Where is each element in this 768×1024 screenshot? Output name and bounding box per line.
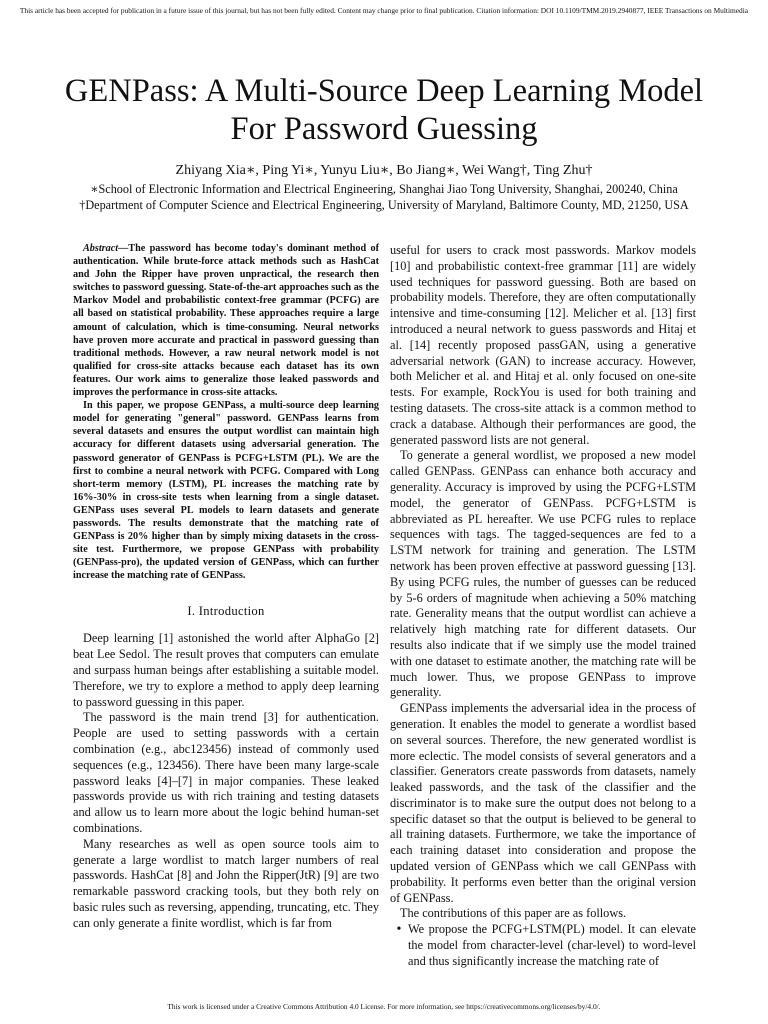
intro-paragraph-3: Many researches as well as open source tools aim to generate a large wordlist to match larger numbers of real passwords. HashCat [8] and John the Ripper(JtR) [9] are two remarkable password cracking tools, but they both rely on basic rules such as reversing, appending, truncating, etc. They can only generate a finite wordlist, which is far from (73, 836, 379, 930)
license-footer: This work is licensed under a Creative Commons Attribution 4.0 License. For more information, see https://creativecommons.org/licenses/by/4.0/. (167, 1002, 601, 1011)
right-paragraph-4: The contributions of this paper are as follows. (400, 906, 627, 921)
paper-title (0, 72, 768, 148)
intro-paragraph-1: Deep learning [1] astonished the world after AlphaGo [2] beat Lee Sedol. The result proves that computers can emulate and surpass human beings after establishing a suitable model. Therefore, we try to explore a method to apply deep learning to password guessing in this paper. (73, 631, 379, 709)
title-line-1: GENPass: A Multi-Source Deep Learning Model (64, 73, 704, 109)
abstract-paragraph-1: Abstract—The password has become today's dominant method of authentication. While brute-force attack methods such as HashCat and John the Ripper have proven unpractical, the research then switches to password guessing. State-of-the-art approaches such as the Markov Model and probabilistic context-free grammar (PCFG) are all based on statistical probability. These approaches require a large amount of calculation, which is time-consuming. Neural networks have proven more accurate and practical in password guessing than traditional methods. However, a raw neural network model is not qualified for cross-site attacks because each dataset has its own features. Our work aims to generalize those leaked passwords and improves the performance in cross-site attacks. (73, 243, 379, 399)
right-paragraph-2: To generate a general wordlist, we proposed a new model called GENPass. GENPass can enhance both accuracy and generality. Accuracy is improved by using the PCFG+LSTM model, the generator of GENPass. PCFG+LSTM is abbreviated as PL hereafter. We use PCFG rules to replace sequences with tags. The tagged-sequences are fed to a LSTM network for training and generation. The LSTM network has been proven effective at password guessing [13]. By using PCFG rules, the number of guesses can be reduced by 5-6 orders of magnitude when achieving a 50% matching rate. Generality means that the output wordlist can achieve a relatively high matching rate for different datasets. Our results also indicate that if we simply use the model trained with one dataset to estimate another, the matching rate will be much lower. Thus, we propose GENPass to improve generality. (390, 448, 696, 700)
affiliation-sjtu: ∗School of Electronic Information and Electrical Engineering, Shanghai Jiao Tong University, Shanghai, 200240, China (90, 182, 678, 196)
affiliation-umbc: †Department of Computer Science and Electrical Engineering, University of Maryland, Baltimore County, MD, 21250, USA (79, 198, 689, 212)
abstract (73, 242, 379, 582)
abstract-label: Abstract (83, 243, 119, 254)
section-heading-introduction: I. Introduction (187, 604, 265, 619)
author-list: Zhiyang Xia∗, Ping Yi∗, Yunyu Liu∗, Bo Jiang∗, Wei Wang†, Ting Zhu† (175, 163, 593, 178)
intro-paragraph-2: The password is the main trend [3] for authentication. People are used to setting passwords with a certain combination (e.g., abc123456) instead of commonly used sequences (e.g., 123456). There have been many large-scale password leaks [4]–[7] in major companies. These leaked passwords provide us with rich training and testing datasets and allow us to learn more about the logic behind human-set combinations. (73, 710, 379, 835)
bullet-dot-icon: • (396, 922, 402, 938)
contribution-bullet-1 (390, 922, 696, 969)
introduction-body (73, 631, 379, 931)
abstract-paragraph-2: In this paper, we propose GENPass, a multi-source deep learning model for generating "general" password. GENPass learns from several datasets and ensures the output wordlist can maintain high accuracy for different datasets using adversarial generation. The password generator of GENPass is PCFG+LSTM (PL). We are the first to combine a neural network with PCFG. Compared with Long short-term memory (LSTM), PL increases the matching rate by 16%-30% in cross-site tests when learning from a single dataset. GENPass uses several PL models to learn datasets and generate passwords. The results demonstrate that the matching rate of GENPass is 20% higher than by simply mixing datasets in the cross-site test. Furthermore, we propose GENPass with probability (GENPass-pro), the updated version of GENPass, which can further increase the matching rate of GENPass. (73, 400, 379, 582)
right-paragraph-3: GENPass implements the adversarial idea in the process of generation. It enables the model to generate a wordlist based on several sources. Therefore, the new generated wordlist is more eclectic. The model consists of several generators and a classifier. Generators create passwords from datasets, namely leaked passwords, and the task of the classifier and the discriminator is to make sure the output does not belong to a specific dataset so that the output is believed to be general to all training datasets. Furthermore, we take the importance of each training dataset into consideration and propose the updated version of GENPass which we call GENPass with probability. It performs even better than the original version of GENPass. (390, 701, 696, 905)
publication-notice: This article has been accepted for publication in a future issue of this journal, but has not been fully edited. Content may change prior to final publication. Citation information: DOI 10.1109/TMM.2019.2940877, IEEE Transactions on Multimedia (19, 6, 749, 15)
contribution-bullet-text: We propose the PCFG+LSTM(PL) model. It can elevate the model from character-level (char-level) to word-level and thus significantly increase the matching rate of (408, 922, 696, 968)
right-column (390, 243, 696, 970)
right-paragraph-1: useful for users to crack most passwords. Markov models [10] and probabilistic context-free grammar [11] are widely used techniques for password guessing. Both are based on probability models. Therefore, they are often computationally intensive and time-consuming [12]. Melicher et al. [13] first introduced a neural network to guess passwords and Hitaj et al. [14] recently proposed passGAN, using a generative adversarial network (GAN) to increase accuracy. However, both Melicher et al. and Hitaj et al. only focused on one-site tests. For example, RockYou is used for both training and testing datasets. The cross-site attack is a common method to crack a database. Although their performances are good, the generated password lists are not general. (390, 243, 696, 447)
left-column (73, 242, 379, 932)
title-line-2: For Password Guessing (230, 111, 538, 147)
